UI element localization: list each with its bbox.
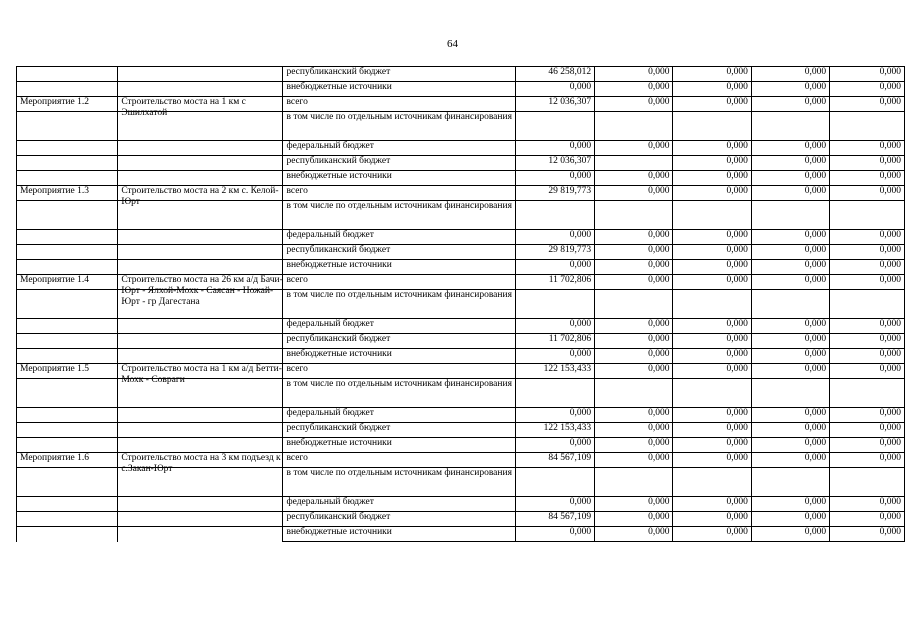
amount-cell-4: 0,000 (751, 245, 829, 260)
amount-cell-2 (595, 201, 673, 230)
amount-cell-3: 0,000 (673, 97, 751, 112)
amount-cell-2: 0,000 (595, 230, 673, 245)
measure-id-cell (17, 245, 118, 260)
table-row (17, 364, 905, 379)
amount-cell-2: 0,000 (595, 67, 673, 82)
amount-cell-3: 0,000 (673, 453, 751, 468)
amount-cell-1 (515, 201, 594, 230)
amount-cell-5: 0,000 (830, 260, 905, 275)
amount-cell-4: 0,000 (751, 97, 829, 112)
measure-id-cell (17, 156, 118, 171)
amount-cell-5: 0,000 (830, 82, 905, 97)
funding-source-cell: всего (283, 364, 515, 379)
funding-source-cell: республиканский бюджет (283, 423, 515, 438)
measure-name-cell (118, 319, 283, 334)
measure-name-cell (118, 453, 283, 474)
measure-id-cell (17, 423, 118, 438)
amount-cell-3: 0,000 (673, 319, 751, 334)
amount-cell-4: 0,000 (751, 156, 829, 171)
funding-source-cell: республиканский бюджет (283, 334, 515, 349)
amount-cell-2: 0,000 (595, 453, 673, 468)
amount-cell-4 (751, 201, 829, 230)
amount-cell-4: 0,000 (751, 82, 829, 97)
amount-cell-5: 0,000 (830, 527, 905, 542)
funding-source-cell: республиканский бюджет (283, 67, 515, 82)
amount-cell-2: 0,000 (595, 512, 673, 527)
funding-source-cell: федеральный бюджет (283, 408, 515, 423)
amount-cell-1: 84 567,109 (515, 453, 594, 468)
amount-cell-4 (751, 290, 829, 319)
amount-cell-4: 0,000 (751, 438, 829, 453)
measure-name-cell (118, 438, 283, 453)
page-number: 64 (447, 38, 458, 50)
table-row (17, 82, 905, 97)
amount-cell-2: 0,000 (595, 171, 673, 186)
funding-source-cell: в том числе по отдельным источникам финансирования (283, 112, 515, 141)
table-row (17, 497, 905, 512)
amount-cell-4: 0,000 (751, 408, 829, 423)
measure-id-text: Мероприятие 1.4 (20, 275, 90, 285)
table-row (17, 438, 905, 453)
measure-name-cell (118, 334, 283, 349)
measure-id-cell (17, 275, 118, 290)
amount-cell-2 (595, 468, 673, 497)
table-row (17, 186, 905, 201)
amount-cell-2: 0,000 (595, 260, 673, 275)
table-row (17, 67, 905, 82)
amount-cell-5: 0,000 (830, 186, 905, 201)
measure-name-text: Строительство моста на 1 км а/д Бетти-Мохк - Совраги (121, 364, 282, 385)
amount-cell-2: 0,000 (595, 245, 673, 260)
measure-name-cell (118, 67, 283, 82)
measure-name-cell (118, 527, 283, 542)
measure-id-text: Мероприятие 1.6 (20, 453, 90, 463)
amount-cell-1: 0,000 (515, 349, 594, 364)
amount-cell-4: 0,000 (751, 497, 829, 512)
amount-cell-2 (595, 290, 673, 319)
amount-cell-4: 0,000 (751, 527, 829, 542)
funding-source-cell: внебюджетные источники (283, 171, 515, 186)
measure-name-cell (118, 245, 283, 260)
amount-cell-1: 0,000 (515, 319, 594, 334)
measure-id-cell (17, 97, 118, 112)
measure-name-cell (118, 423, 283, 438)
funding-source-cell: внебюджетные источники (283, 260, 515, 275)
amount-cell-5: 0,000 (830, 156, 905, 171)
amount-cell-5: 0,000 (830, 141, 905, 156)
amount-cell-1: 11 702,806 (515, 334, 594, 349)
funding-source-cell: всего (283, 186, 515, 201)
amount-cell-1: 0,000 (515, 171, 594, 186)
amount-cell-3: 0,000 (673, 364, 751, 379)
amount-cell-1 (515, 379, 594, 408)
table-row (17, 453, 905, 468)
amount-cell-2 (595, 156, 673, 171)
amount-cell-3: 0,000 (673, 512, 751, 527)
amount-cell-4: 0,000 (751, 230, 829, 245)
amount-cell-1: 11 702,806 (515, 275, 594, 290)
amount-cell-5: 0,000 (830, 245, 905, 260)
measure-id-text: Мероприятие 1.3 (20, 186, 90, 196)
amount-cell-2: 0,000 (595, 97, 673, 112)
funding-source-cell: федеральный бюджет (283, 497, 515, 512)
table-row (17, 141, 905, 156)
table-row (17, 260, 905, 275)
amount-cell-5: 0,000 (830, 512, 905, 527)
amount-cell-1: 0,000 (515, 497, 594, 512)
amount-cell-3: 0,000 (673, 141, 751, 156)
measure-name-cell (118, 97, 283, 118)
measure-id-cell (17, 319, 118, 334)
amount-cell-2: 0,000 (595, 186, 673, 201)
amount-cell-3 (673, 468, 751, 497)
amount-cell-3: 0,000 (673, 186, 751, 201)
measure-name-cell (118, 82, 283, 97)
table-row (17, 156, 905, 171)
table-row (17, 275, 905, 290)
table-row (17, 97, 905, 112)
amount-cell-1: 0,000 (515, 82, 594, 97)
measure-id-cell (17, 186, 118, 201)
funding-source-cell: всего (283, 97, 515, 112)
amount-cell-5 (830, 468, 905, 497)
amount-cell-4: 0,000 (751, 141, 829, 156)
amount-cell-2: 0,000 (595, 334, 673, 349)
measure-id-cell (17, 497, 118, 512)
measure-id-cell (17, 141, 118, 156)
amount-cell-2 (595, 379, 673, 408)
table-row (17, 512, 905, 527)
amount-cell-4: 0,000 (751, 349, 829, 364)
funding-source-cell: внебюджетные источники (283, 349, 515, 364)
amount-cell-4 (751, 112, 829, 141)
amount-cell-4: 0,000 (751, 423, 829, 438)
amount-cell-5: 0,000 (830, 67, 905, 82)
measure-id-cell (17, 67, 118, 82)
amount-cell-2: 0,000 (595, 527, 673, 542)
table-row (17, 527, 905, 542)
amount-cell-4: 0,000 (751, 453, 829, 468)
amount-cell-4: 0,000 (751, 186, 829, 201)
amount-cell-3 (673, 379, 751, 408)
measure-id-cell (17, 527, 118, 542)
amount-cell-5: 0,000 (830, 230, 905, 245)
table-body (17, 67, 905, 542)
measure-name-text: Строительство моста на 2 км с. Келой-Юрт (121, 186, 279, 207)
amount-cell-3 (673, 201, 751, 230)
amount-cell-5 (830, 379, 905, 408)
measure-id-cell (17, 512, 118, 527)
measure-name-cell (118, 512, 283, 527)
measure-id-cell (17, 379, 118, 408)
amount-cell-1 (515, 290, 594, 319)
table-row (17, 349, 905, 364)
table-row (17, 319, 905, 334)
amount-cell-1 (515, 112, 594, 141)
measure-id-cell (17, 468, 118, 497)
amount-cell-4: 0,000 (751, 512, 829, 527)
amount-cell-5 (830, 112, 905, 141)
measure-id-cell (17, 453, 118, 468)
amount-cell-3: 0,000 (673, 156, 751, 171)
measure-name-text: Строительство моста на 3 км подъезд к с.Закан-Юрт (121, 453, 281, 474)
amount-cell-5 (830, 201, 905, 230)
amount-cell-2: 0,000 (595, 275, 673, 290)
amount-cell-3: 0,000 (673, 260, 751, 275)
amount-cell-3: 0,000 (673, 408, 751, 423)
measure-id-cell (17, 364, 118, 379)
measure-name-cell (118, 275, 283, 307)
measure-name-cell (118, 497, 283, 512)
amount-cell-5: 0,000 (830, 438, 905, 453)
amount-cell-5: 0,000 (830, 171, 905, 186)
measure-id-text: Мероприятие 1.2 (20, 97, 90, 107)
measure-id-cell (17, 201, 118, 230)
amount-cell-2: 0,000 (595, 141, 673, 156)
amount-cell-3 (673, 112, 751, 141)
measure-id-cell (17, 260, 118, 275)
amount-cell-4: 0,000 (751, 275, 829, 290)
measure-id-cell (17, 408, 118, 423)
amount-cell-4: 0,000 (751, 67, 829, 82)
measure-name-cell (118, 230, 283, 245)
measure-name-cell (118, 349, 283, 364)
amount-cell-1: 0,000 (515, 230, 594, 245)
amount-cell-5: 0,000 (830, 349, 905, 364)
amount-cell-1: 122 153,433 (515, 423, 594, 438)
funding-source-cell: всего (283, 275, 515, 290)
amount-cell-4 (751, 379, 829, 408)
amount-cell-3: 0,000 (673, 275, 751, 290)
amount-cell-2 (595, 112, 673, 141)
amount-cell-3: 0,000 (673, 423, 751, 438)
amount-cell-1: 12 036,307 (515, 97, 594, 112)
funding-source-cell: федеральный бюджет (283, 230, 515, 245)
amount-cell-1: 29 819,773 (515, 186, 594, 201)
amount-cell-1: 84 567,109 (515, 512, 594, 527)
amount-cell-3: 0,000 (673, 67, 751, 82)
measure-name-cell (118, 260, 283, 275)
amount-cell-2: 0,000 (595, 423, 673, 438)
amount-cell-1: 0,000 (515, 527, 594, 542)
amount-cell-4: 0,000 (751, 334, 829, 349)
amount-cell-1: 0,000 (515, 141, 594, 156)
amount-cell-1: 46 258,012 (515, 67, 594, 82)
amount-cell-5: 0,000 (830, 319, 905, 334)
amount-cell-3: 0,000 (673, 334, 751, 349)
amount-cell-5: 0,000 (830, 453, 905, 468)
measure-name-cell (118, 364, 283, 385)
table-row (17, 171, 905, 186)
amount-cell-2: 0,000 (595, 497, 673, 512)
amount-cell-1: 0,000 (515, 260, 594, 275)
funding-source-cell: в том числе по отдельным источникам финансирования (283, 201, 515, 230)
table-row (17, 245, 905, 260)
amount-cell-2: 0,000 (595, 319, 673, 334)
amount-cell-5 (830, 290, 905, 319)
amount-cell-5: 0,000 (830, 275, 905, 290)
measure-name-cell (118, 156, 283, 171)
amount-cell-5: 0,000 (830, 334, 905, 349)
amount-cell-4: 0,000 (751, 260, 829, 275)
amount-cell-5: 0,000 (830, 97, 905, 112)
measure-id-cell (17, 230, 118, 245)
funding-source-cell: внебюджетные источники (283, 438, 515, 453)
table-row (17, 230, 905, 245)
amount-cell-3: 0,000 (673, 82, 751, 97)
table-row (17, 423, 905, 438)
funding-source-cell: внебюджетные источники (283, 527, 515, 542)
measure-id-cell (17, 171, 118, 186)
measure-name-cell (118, 141, 283, 156)
funding-source-cell: в том числе по отдельным источникам финансирования (283, 290, 515, 319)
amount-cell-2: 0,000 (595, 364, 673, 379)
funding-source-cell: в том числе по отдельным источникам финансирования (283, 379, 515, 408)
amount-cell-2: 0,000 (595, 438, 673, 453)
amount-cell-2: 0,000 (595, 349, 673, 364)
amount-cell-3: 0,000 (673, 349, 751, 364)
funding-source-cell: федеральный бюджет (283, 141, 515, 156)
amount-cell-3 (673, 290, 751, 319)
amount-cell-3: 0,000 (673, 527, 751, 542)
amount-cell-1 (515, 468, 594, 497)
funding-source-cell: всего (283, 453, 515, 468)
amount-cell-1: 0,000 (515, 408, 594, 423)
measure-name-text: Строительство моста на 26 км а/д Бачи-Юрт - Ялхой-Мохк - Саясан - Ножай-Юрт - гр Дагестана (121, 275, 283, 307)
measure-id-text: Мероприятие 1.5 (20, 364, 90, 374)
amount-cell-3: 0,000 (673, 171, 751, 186)
measure-id-cell (17, 334, 118, 349)
amount-cell-5: 0,000 (830, 497, 905, 512)
amount-cell-1: 0,000 (515, 438, 594, 453)
amount-cell-3: 0,000 (673, 497, 751, 512)
measure-id-cell (17, 349, 118, 364)
funding-source-cell: внебюджетные источники (283, 82, 515, 97)
amount-cell-3: 0,000 (673, 230, 751, 245)
funding-source-cell: республиканский бюджет (283, 512, 515, 527)
amount-cell-4: 0,000 (751, 319, 829, 334)
amount-cell-2: 0,000 (595, 408, 673, 423)
funding-source-cell: республиканский бюджет (283, 245, 515, 260)
amount-cell-1: 29 819,773 (515, 245, 594, 260)
funding-source-cell: федеральный бюджет (283, 319, 515, 334)
measure-id-cell (17, 438, 118, 453)
amount-cell-1: 12 036,307 (515, 156, 594, 171)
measure-name-cell (118, 186, 283, 207)
measure-name-cell (118, 171, 283, 186)
measure-name-cell (118, 408, 283, 423)
measure-id-cell (17, 82, 118, 97)
amount-cell-3: 0,000 (673, 245, 751, 260)
funding-source-cell: республиканский бюджет (283, 156, 515, 171)
measure-name-text: Строительство моста на 1 км с Эшилхатой (121, 97, 246, 118)
amount-cell-1: 122 153,433 (515, 364, 594, 379)
amount-cell-5: 0,000 (830, 408, 905, 423)
amount-cell-5: 0,000 (830, 364, 905, 379)
table-row (17, 408, 905, 423)
budget-table (16, 66, 905, 542)
amount-cell-4: 0,000 (751, 364, 829, 379)
amount-cell-4: 0,000 (751, 171, 829, 186)
measure-id-cell (17, 112, 118, 141)
table-row (17, 334, 905, 349)
amount-cell-5: 0,000 (830, 423, 905, 438)
funding-source-cell: в том числе по отдельным источникам финансирования (283, 468, 515, 497)
amount-cell-2: 0,000 (595, 82, 673, 97)
amount-cell-4 (751, 468, 829, 497)
measure-id-cell (17, 290, 118, 319)
amount-cell-3: 0,000 (673, 438, 751, 453)
